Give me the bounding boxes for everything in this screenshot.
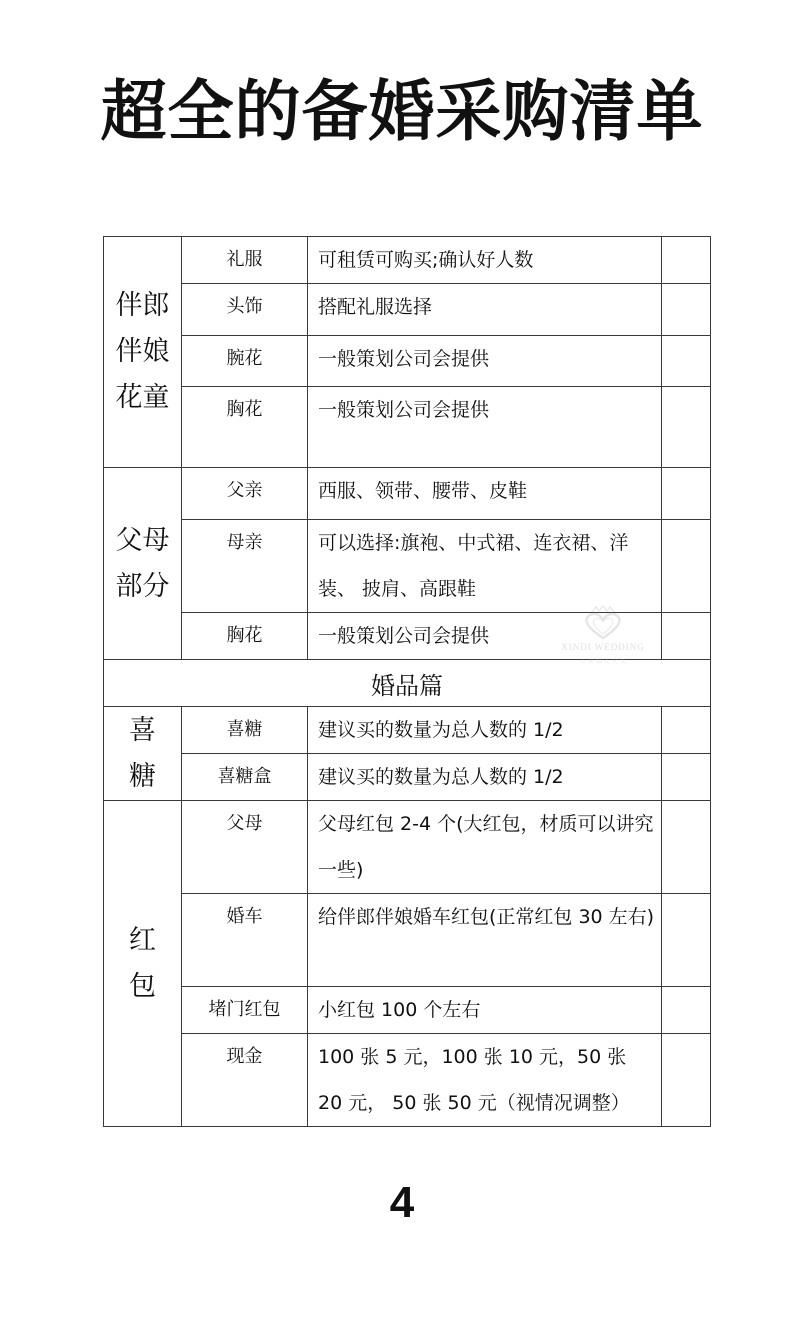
check-cell: [662, 894, 711, 987]
item-cell: 喜糖盒: [182, 754, 308, 801]
category-label: 部分: [115, 570, 170, 602]
category-label: 父母: [115, 524, 170, 556]
note-cell: 100 张 5 元，100 张 10 元，50 张 20 元， 50 张 50 元（视情况调整）: [308, 1034, 662, 1127]
note-cell: 一般策划公司会提供: [308, 387, 662, 468]
table-row: [104, 237, 711, 284]
table-row: [104, 801, 711, 894]
note-cell: 可租赁可购买;确认好人数: [308, 237, 662, 284]
item-cell: 礼服: [182, 237, 308, 284]
table-row: [104, 707, 711, 754]
table-row: [104, 987, 711, 1034]
category-cell-parents: [104, 468, 182, 660]
item-cell: 父母: [182, 801, 308, 894]
table-row: [104, 284, 711, 336]
note-cell: 西服、领带、腰带、皮鞋: [308, 468, 662, 520]
category-label: 花童: [115, 382, 170, 413]
item-cell: 母亲: [182, 520, 308, 613]
note-cell: 小红包 100 个左右: [308, 987, 662, 1034]
item-cell: 头饰: [182, 284, 308, 336]
category-label: 伴郎: [115, 290, 170, 321]
check-cell: [662, 336, 711, 387]
item-cell: 喜糖: [182, 707, 308, 754]
table-row: [104, 894, 711, 987]
watermark-logo: [548, 606, 658, 676]
note-cell: 一般策划公司会提供: [308, 613, 662, 660]
note-cell: 搭配礼服选择: [308, 284, 662, 336]
check-cell: [662, 1034, 711, 1127]
check-cell: [662, 237, 711, 284]
category-cell-red-envelopes: [104, 801, 182, 1127]
table-row: [104, 387, 711, 468]
category-label: 伴娘: [115, 336, 170, 367]
category-label: 喜: [129, 714, 156, 746]
note-cell: 父母红包 2-4 个(大红包，材质可以讲究一些): [308, 801, 662, 894]
page-title: 超全的备婚采购清单: [100, 73, 704, 150]
check-cell: [662, 987, 711, 1034]
category-cell-attendants: [104, 237, 182, 468]
note-cell: 一般策划公司会提供: [308, 336, 662, 387]
table-row: [104, 336, 711, 387]
table-row: [104, 520, 711, 613]
check-cell: [662, 468, 711, 520]
check-cell: [662, 284, 711, 336]
item-cell: 婚车: [182, 894, 308, 987]
note-cell: 给伴郎伴娘婚车红包(正常红包 30 左右): [308, 894, 662, 987]
item-cell: 父亲: [182, 468, 308, 520]
section-header: 婚品篇: [104, 660, 711, 707]
watermark-subtitle: 心 谛 婚 礼 企 划: [580, 658, 626, 665]
check-cell: [662, 387, 711, 468]
item-cell: 现金: [182, 1034, 308, 1127]
note-cell: 可以选择:旗袍、中式裙、连衣裙、洋装、 披肩、高跟鞋: [308, 520, 662, 613]
check-cell: [662, 520, 711, 613]
item-cell: 腕花: [182, 336, 308, 387]
page-number: 4: [389, 1178, 415, 1227]
watermark-brand: XINDI WEDDING: [561, 642, 645, 652]
table-row: [104, 754, 711, 801]
category-label: 包: [129, 970, 156, 1002]
table-row: [104, 1034, 711, 1127]
category-label: 红: [129, 924, 156, 956]
item-cell: 胸花: [182, 387, 308, 468]
check-cell: [662, 754, 711, 801]
note-cell: 建议买的数量为总人数的 1/2: [308, 754, 662, 801]
purchase-checklist-table: [103, 236, 711, 1127]
table-row: [104, 468, 711, 520]
check-cell: [662, 613, 711, 660]
item-cell: 堵门红包: [182, 987, 308, 1034]
category-cell-candy: [104, 707, 182, 801]
item-cell: 胸花: [182, 613, 308, 660]
check-cell: [662, 801, 711, 894]
category-label: 糖: [129, 760, 156, 792]
heart-crown-icon: [548, 606, 658, 646]
check-cell: [662, 707, 711, 754]
note-cell: 建议买的数量为总人数的 1/2: [308, 707, 662, 754]
